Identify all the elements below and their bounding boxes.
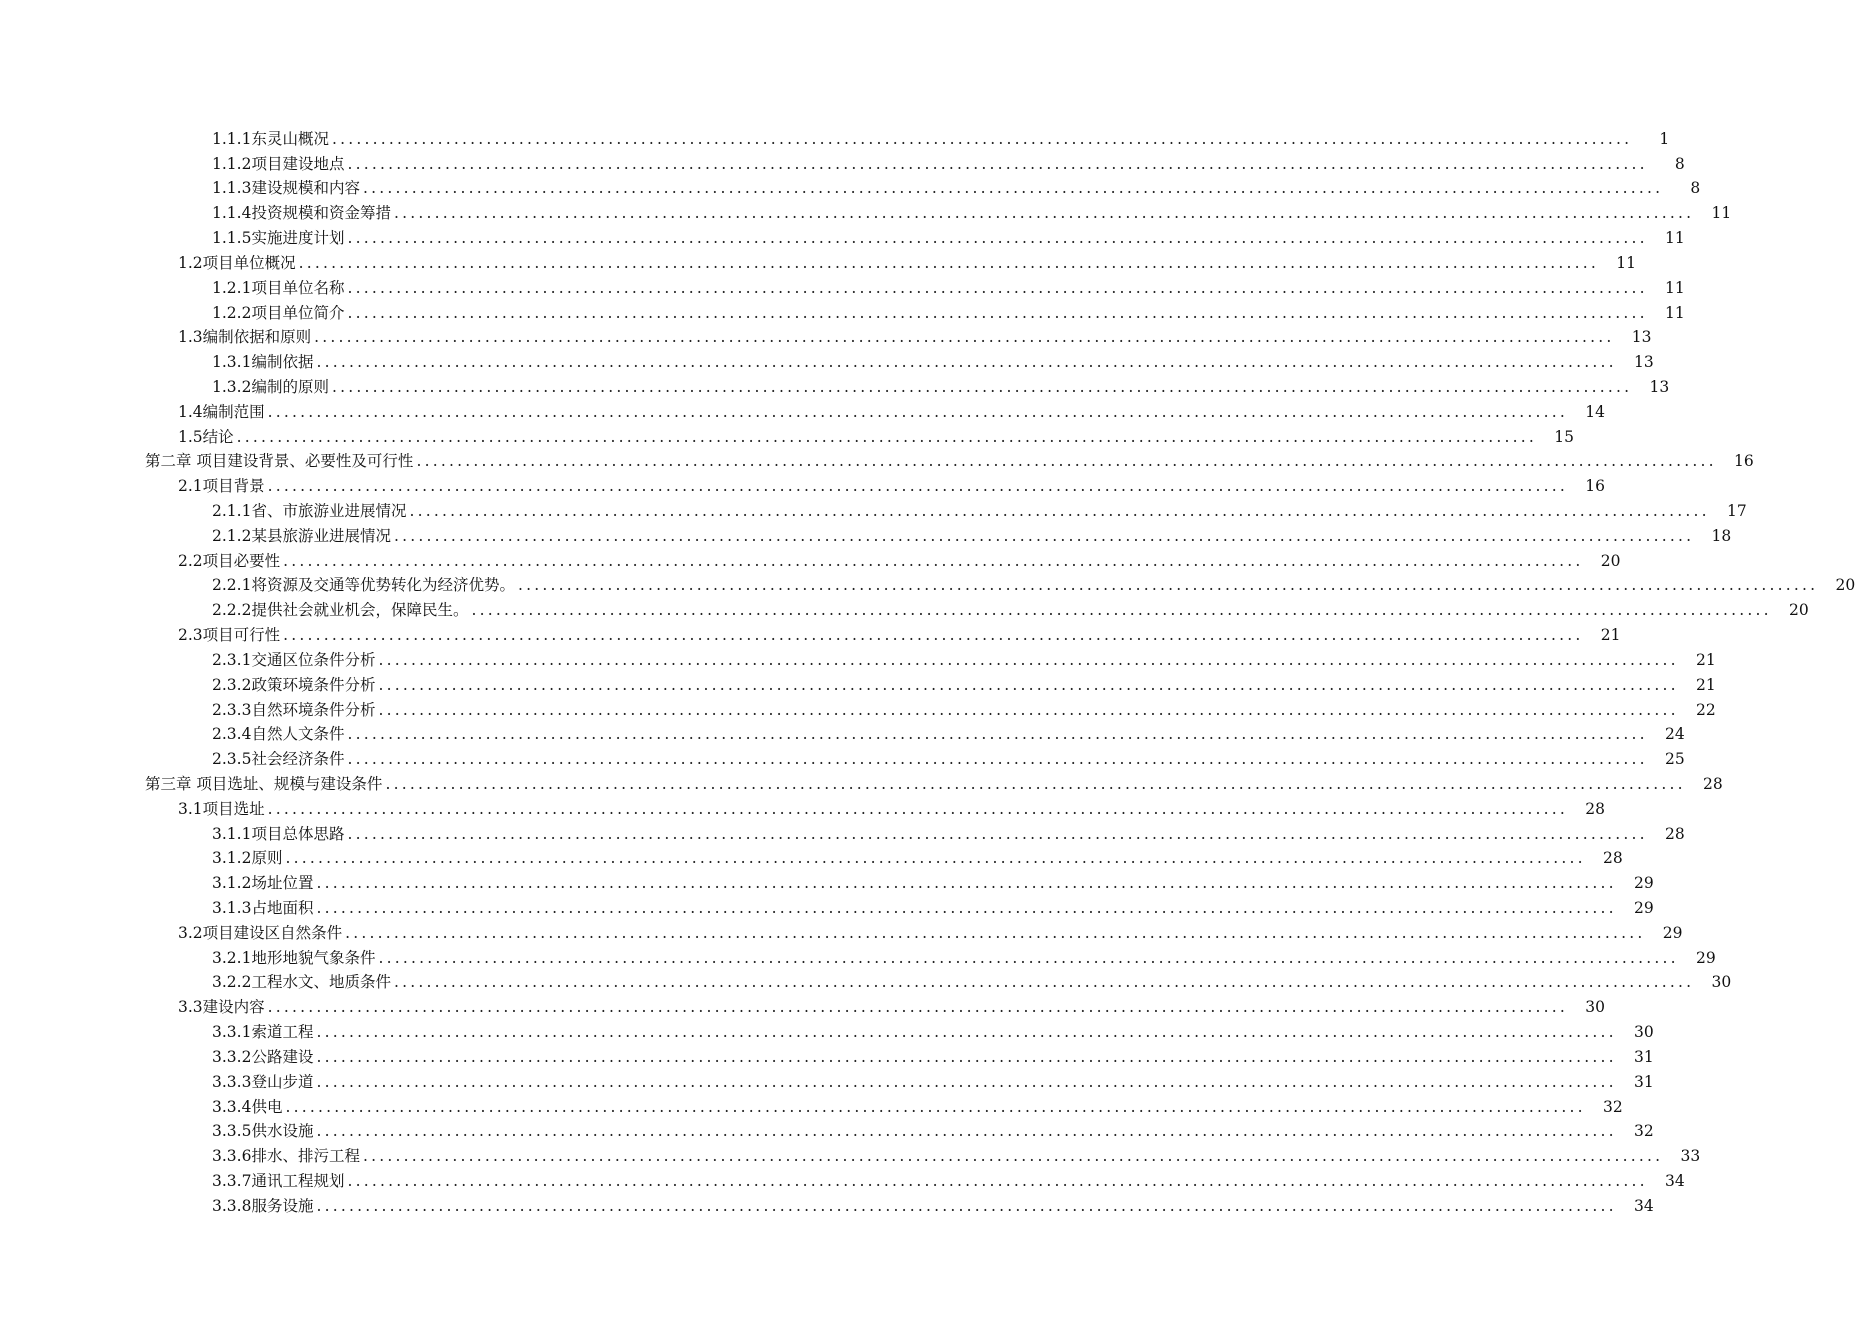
toc-entry-page-number: 29 xyxy=(1634,874,1654,893)
toc-entry-page-number: 17 xyxy=(1727,502,1747,520)
toc-entry-title: 3.2.1地形地貌气象条件 xyxy=(212,948,376,967)
toc-entry-page-number: 16 xyxy=(1585,477,1605,496)
dot-leader: ................................................................................................................................................................ xyxy=(236,427,1537,446)
toc-entry-page-number: 30 xyxy=(1585,998,1605,1017)
toc-entry[interactable] xyxy=(0,968,1732,993)
toc-entry-page-number: 29 xyxy=(1696,948,1716,967)
dot-leader: ................................................................................................................................................................ xyxy=(347,154,1648,173)
dot-leader: ................................................................................................................................................................ xyxy=(362,1147,1664,1166)
toc-entry[interactable] xyxy=(0,347,1654,372)
dot-leader: ................................................................................................................................................................ xyxy=(409,502,1710,520)
toc-entry-title: 2.1.1省、市旅游业进展情况 xyxy=(212,502,407,520)
dot-leader: ................................................................................................................................................................ xyxy=(347,1171,1648,1190)
toc-entry-title: 1.1.3建设规模和内容 xyxy=(212,179,360,198)
toc-entry-title: 3.3.4供电 xyxy=(212,1097,283,1116)
toc-entry-page-number: 16 xyxy=(1734,452,1754,471)
toc-entry-title: 3.3.1索道工程 xyxy=(212,1023,314,1042)
dot-leader: ................................................................................................................................................................ xyxy=(267,477,1568,496)
toc-entry-page-number: 14 xyxy=(1585,402,1605,421)
toc-entry-title: 3.3.6排水、排污工程 xyxy=(212,1147,360,1166)
toc-entry[interactable] xyxy=(0,174,1701,199)
dot-leader: ................................................................................................................................................................ xyxy=(316,353,1617,372)
toc-entry[interactable] xyxy=(0,992,1605,1017)
toc-entry-title: 3.3.7通讯工程规划 xyxy=(212,1171,345,1190)
toc-entry[interactable] xyxy=(0,1042,1654,1067)
toc-entry[interactable] xyxy=(0,397,1605,422)
dot-leader: ................................................................................................................................................................ xyxy=(298,253,1599,272)
toc-entry-page-number: 20 xyxy=(1835,576,1855,595)
toc-entry-title: 3.3.3登山步道 xyxy=(212,1072,314,1091)
dot-leader: ................................................................................................................................................................ xyxy=(347,229,1648,248)
toc-entry-page-number: 20 xyxy=(1600,551,1621,570)
toc-entry[interactable] xyxy=(0,918,1683,943)
toc-entry-page-number: 28 xyxy=(1665,824,1685,843)
toc-entry-title: 2.3.1交通区位条件分析 xyxy=(212,650,376,669)
toc-entry-page-number: 11 xyxy=(1616,253,1636,272)
dot-leader: ................................................................................................................................................................ xyxy=(316,1196,1617,1215)
toc-entry[interactable] xyxy=(0,124,1670,149)
dot-leader: ................................................................................................................................................................ xyxy=(267,998,1568,1017)
toc-entry-title: 3.3.8服务设施 xyxy=(212,1196,314,1215)
toc-entry-title: 3.1.3占地面积 xyxy=(212,899,314,917)
toc-entry-page-number: 11 xyxy=(1665,278,1685,297)
toc-entry-title: 3.1项目选址 xyxy=(178,799,265,818)
dot-leader: ................................................................................................................................................................ xyxy=(267,402,1568,421)
toc-entry-title: 1.1.1东灵山概况 xyxy=(212,129,329,148)
toc-entry-page-number: 32 xyxy=(1634,1122,1654,1141)
dot-leader: ................................................................................................................................................................ xyxy=(393,526,1695,545)
toc-entry-page-number: 21 xyxy=(1696,650,1716,669)
toc-entry-title: 3.1.2场址位置 xyxy=(212,874,314,893)
dot-leader: ................................................................................................................................................................ xyxy=(471,601,1772,620)
toc-entry[interactable] xyxy=(0,670,1716,695)
toc-entry-page-number: 32 xyxy=(1603,1097,1623,1116)
toc-entry-page-number: 31 xyxy=(1634,1072,1654,1091)
toc-entry-page-number: 21 xyxy=(1600,626,1621,645)
toc-entry-page-number: 28 xyxy=(1703,774,1723,793)
toc-entry-title: 3.3.2公路建设 xyxy=(212,1047,314,1066)
toc-entry[interactable] xyxy=(0,496,1747,521)
toc-entry-page-number: 29 xyxy=(1662,923,1683,942)
toc-entry-title: 1.1.2项目建设地点 xyxy=(212,154,345,173)
toc-entry[interactable] xyxy=(0,595,1809,620)
toc-entry-title: 3.3.5供水设施 xyxy=(212,1122,314,1141)
dot-leader: ................................................................................................................................................................ xyxy=(283,551,1584,570)
toc-entry[interactable] xyxy=(0,1141,1701,1166)
dot-leader: ................................................................................................................................................................ xyxy=(314,328,1615,347)
toc-entry[interactable] xyxy=(0,744,1685,769)
toc-entry-page-number: 11 xyxy=(1711,204,1732,223)
dot-leader: ................................................................................................................................................................ xyxy=(378,675,1679,694)
toc-entry[interactable] xyxy=(0,720,1685,745)
toc-entry-title: 3.2.2工程水文、地质条件 xyxy=(212,973,391,992)
toc-entry[interactable] xyxy=(0,844,1623,869)
toc-entry-title: 2.1.2某县旅游业进展情况 xyxy=(212,526,391,545)
dot-leader: ................................................................................................................................................................ xyxy=(378,948,1679,967)
dot-leader: ................................................................................................................................................................ xyxy=(416,452,1717,471)
toc-entry-page-number: 25 xyxy=(1665,750,1685,769)
toc-entry[interactable] xyxy=(0,223,1685,248)
dot-leader: ................................................................................................................................................................ xyxy=(316,874,1617,893)
toc-entry-title: 2.3.5社会经济条件 xyxy=(212,750,345,769)
toc-entry[interactable] xyxy=(0,471,1605,496)
toc-entry-title: 1.3.1编制依据 xyxy=(212,353,314,372)
toc-entry-title: 1.2.1项目单位名称 xyxy=(212,278,345,297)
dot-leader: ................................................................................................................................................................ xyxy=(393,204,1695,223)
toc-entry-title: 3.3建设内容 xyxy=(178,998,265,1017)
toc-entry[interactable] xyxy=(0,794,1605,819)
toc-entry-page-number: 24 xyxy=(1665,725,1685,744)
toc-entry[interactable] xyxy=(0,447,1754,472)
dot-leader: ................................................................................................................................................................ xyxy=(517,576,1819,595)
dot-leader: ................................................................................................................................................................ xyxy=(362,179,1664,198)
dot-leader: ................................................................................................................................................................ xyxy=(347,725,1648,744)
toc-entry[interactable] xyxy=(0,298,1685,323)
toc-entry-page-number: 30 xyxy=(1634,1023,1654,1042)
toc-entry[interactable] xyxy=(0,893,1654,918)
toc-entry[interactable] xyxy=(0,1166,1685,1191)
toc-entry[interactable] xyxy=(0,1092,1623,1117)
toc-entry-page-number: 20 xyxy=(1789,601,1809,620)
toc-entry-page-number: 30 xyxy=(1711,973,1732,992)
dot-leader: ................................................................................................................................................................ xyxy=(316,1122,1617,1141)
toc-entry-page-number: 28 xyxy=(1585,799,1605,818)
dot-leader: ................................................................................................................................................................ xyxy=(283,626,1584,645)
toc-entry-title: 2.3.3自然环境条件分析 xyxy=(212,700,376,719)
dot-leader: ................................................................................................................................................................ xyxy=(347,303,1648,322)
toc-entry-title: 1.1.5实施进度计划 xyxy=(212,229,345,248)
dot-leader: ................................................................................................................................................................ xyxy=(285,1097,1586,1116)
toc-entry[interactable] xyxy=(0,571,1855,596)
toc-entry[interactable] xyxy=(0,1117,1654,1142)
dot-leader: ................................................................................................................................................................ xyxy=(385,774,1686,793)
dot-leader: ................................................................................................................................................................ xyxy=(285,849,1586,868)
toc-entry[interactable] xyxy=(0,819,1685,844)
toc-entry[interactable] xyxy=(0,248,1636,273)
toc-entry-page-number: 31 xyxy=(1634,1047,1654,1066)
toc-entry[interactable] xyxy=(0,943,1716,968)
toc-entry-page-number: 28 xyxy=(1603,849,1623,868)
toc-entry-title: 第二章 项目建设背景、必要性及可行性 xyxy=(145,452,414,471)
toc-entry[interactable] xyxy=(0,1017,1654,1042)
toc-entry-page-number: 34 xyxy=(1665,1171,1685,1190)
toc-entry-title: 3.2项目建设区自然条件 xyxy=(178,923,343,942)
toc-entry[interactable] xyxy=(0,645,1716,670)
toc-entry[interactable] xyxy=(0,521,1732,546)
dot-leader: ................................................................................................................................................................ xyxy=(378,700,1679,719)
toc-entry-title: 2.2.2提供社会就业机会，保障民生。 xyxy=(212,601,469,620)
toc-entry[interactable] xyxy=(0,198,1732,223)
toc-entry[interactable] xyxy=(0,323,1652,348)
toc-entry-title: 1.2项目单位概况 xyxy=(178,253,296,272)
toc-entry-title: 第三章 项目选址、规模与建设条件 xyxy=(145,774,383,793)
toc-entry-page-number: 13 xyxy=(1649,377,1670,396)
toc-entry-page-number: 15 xyxy=(1554,427,1574,446)
toc-entry[interactable] xyxy=(0,1067,1654,1092)
toc-entry-title: 3.1.2原则 xyxy=(212,849,283,868)
toc-entry-title: 3.1.1项目总体思路 xyxy=(212,824,345,843)
toc-entry-title: 2.3.2政策环境条件分析 xyxy=(212,675,376,694)
toc-entry-title: 2.2项目必要性 xyxy=(178,551,281,570)
toc-entry-title: 1.1.4投资规模和资金筹措 xyxy=(212,204,391,223)
dot-leader: ................................................................................................................................................................ xyxy=(345,923,1646,942)
dot-leader: ................................................................................................................................................................ xyxy=(316,1072,1617,1091)
toc-entry-page-number: 13 xyxy=(1631,328,1652,347)
toc-entry[interactable] xyxy=(0,273,1685,298)
dot-leader: ................................................................................................................................................................ xyxy=(378,650,1679,669)
toc-entry[interactable] xyxy=(0,546,1621,571)
toc-entry-title: 1.4编制范围 xyxy=(178,402,265,421)
toc-entry[interactable] xyxy=(0,769,1723,794)
toc-entry-page-number: 13 xyxy=(1634,353,1654,372)
dot-leader: ................................................................................................................................................................ xyxy=(347,750,1648,769)
dot-leader: ................................................................................................................................................................ xyxy=(267,799,1568,818)
toc-entry[interactable] xyxy=(0,372,1670,397)
dot-leader: ................................................................................................................................................................ xyxy=(347,278,1648,297)
dot-leader: ................................................................................................................................................................ xyxy=(316,1023,1617,1042)
toc-entry[interactable] xyxy=(0,149,1685,174)
toc-entry-page-number: 8 xyxy=(1674,154,1685,173)
toc-entry-page-number: 22 xyxy=(1696,700,1716,719)
toc-entry-page-number: 11 xyxy=(1665,229,1685,248)
toc-entry-page-number: 34 xyxy=(1634,1196,1654,1215)
toc-entry[interactable] xyxy=(0,422,1574,447)
toc-entry-title: 1.2.2项目单位简介 xyxy=(212,303,345,322)
toc-entry-page-number: 21 xyxy=(1696,675,1716,694)
toc-entry[interactable] xyxy=(0,695,1716,720)
toc-entry[interactable] xyxy=(0,620,1621,645)
toc-entry-page-number: 11 xyxy=(1665,303,1685,322)
toc-entry-title: 1.3.2编制的原则 xyxy=(212,377,329,396)
dot-leader: ................................................................................................................................................................ xyxy=(316,1047,1617,1066)
dot-leader: ................................................................................................................................................................ xyxy=(331,377,1633,396)
toc-entry-page-number: 29 xyxy=(1634,899,1654,917)
dot-leader: ................................................................................................................................................................ xyxy=(331,129,1633,148)
dot-leader: ................................................................................................................................................................ xyxy=(316,899,1617,917)
dot-leader: ................................................................................................................................................................ xyxy=(393,973,1695,992)
toc-entry-title: 1.3编制依据和原则 xyxy=(178,328,312,347)
toc-entry-title: 2.3.4自然人文条件 xyxy=(212,725,345,744)
toc-entry-page-number: 18 xyxy=(1711,526,1732,545)
toc-entry[interactable] xyxy=(0,868,1654,893)
toc-entry-title: 1.5结论 xyxy=(178,427,234,446)
dot-leader: ................................................................................................................................................................ xyxy=(347,824,1648,843)
table-of-contents xyxy=(0,124,1855,1216)
toc-entry-page-number: 33 xyxy=(1680,1147,1701,1166)
toc-entry[interactable] xyxy=(0,1191,1654,1216)
toc-entry-title: 2.1项目背景 xyxy=(178,477,265,496)
toc-entry-page-number: 8 xyxy=(1690,179,1701,198)
toc-entry-page-number: 1 xyxy=(1659,129,1670,148)
toc-entry-title: 2.2.1将资源及交通等优势转化为经济优势。 xyxy=(212,576,515,595)
toc-entry-title: 2.3项目可行性 xyxy=(178,626,281,645)
